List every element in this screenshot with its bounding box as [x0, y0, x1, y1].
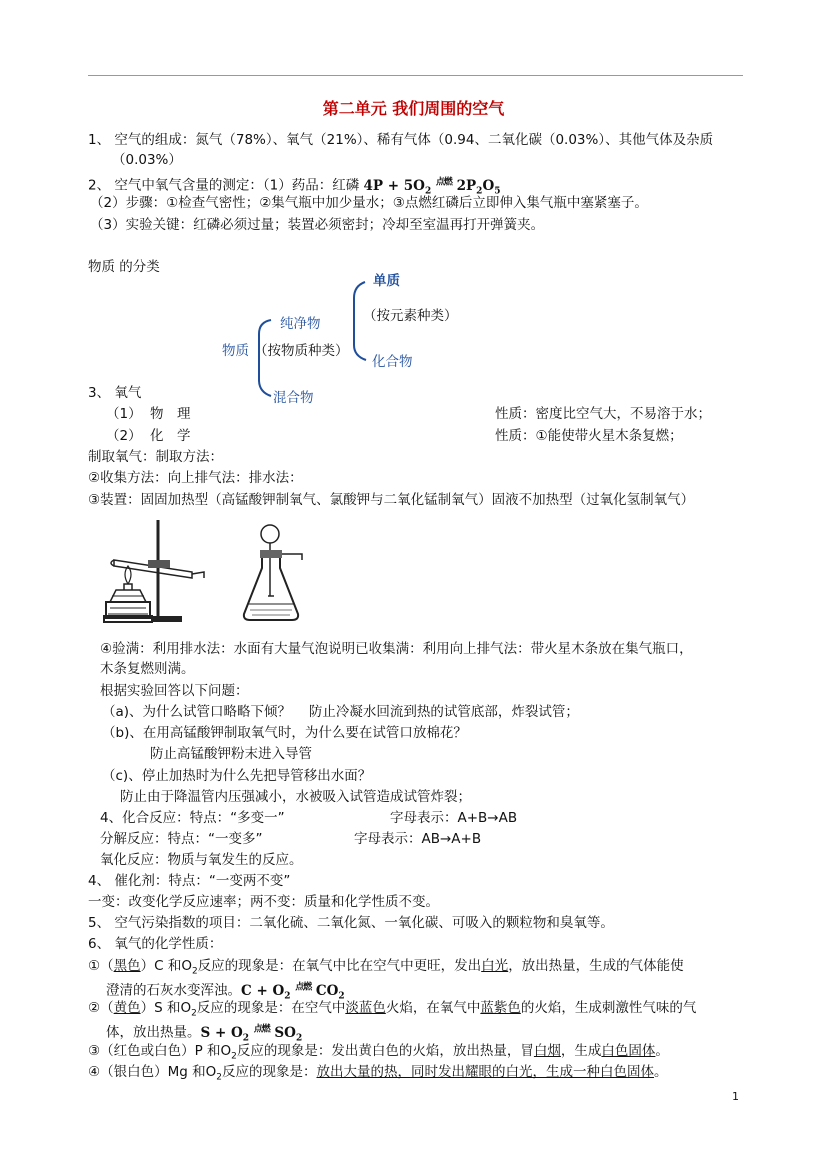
tree-by-type: （按物质种类） [254, 343, 349, 359]
tree-by-element: （按元素种类） [363, 308, 458, 324]
text-phys-prop: 性质：密度比空气大，不易溶于水； [495, 406, 711, 422]
text-answer-c: 防止由于降温管内压强减小，水被吸入试管造成试管炸裂； [120, 789, 471, 805]
text-classify-title: 物质 的分类 [88, 259, 160, 275]
text-magnesium-reaction: ④（银白色）Mg 和$O_2$反应的现象是：放出大量的热，同时发出耀眼的白光，生成一种白色固体。 [88, 1064, 668, 1083]
tree-compound: 化合物 [372, 354, 413, 370]
text-chem-props-heading: 6、 氧气的化学性质： [88, 936, 223, 952]
text-question-b: （b)、在用高锰酸钾制取氧气时，为什么要在试管口放棉花？ [102, 725, 467, 741]
text-composition-cont: （0.03%） [112, 152, 182, 168]
text-check-full: ④验满：利用排水法：水面有大量气泡说明已收集满：利用向上排气法：带火星木条放在集气瓶口， [100, 641, 693, 657]
heating-apparatus-illustration [100, 516, 210, 626]
text-phosphorus-reaction: ③（红色或白色）P 和$O_2$反应的现象是：发出黄白色的火焰，放出热量，冒白烟，生成白色固体。 [88, 1043, 669, 1062]
text-phys-no: （1） [106, 406, 142, 422]
text-sulfur-reaction-cont: 体，放出热量。$S + O_2$ $^{点燃}$ $SO_2$ [106, 1024, 303, 1044]
text-chem-no: （2） [106, 428, 142, 444]
text-chem-prop: 性质：①能使带火星木条复燃； [495, 428, 683, 444]
text-answer-b: 防止高锰酸钾粉末进入导管 [150, 746, 312, 762]
flask-apparatus-illustration [240, 516, 320, 626]
text-phys-label: 物 理 [150, 406, 191, 422]
text-catalyst-detail: 一变：改变化学反应速率；两不变：质量和化学性质不变。 [88, 894, 439, 910]
text-decomposition-formula: 字母表示：AB→A+B [354, 831, 482, 847]
page-title: 第二单元 我们周围的空气 [322, 99, 505, 118]
text-key-points: （3）实验关键：红磷必须过量；装置必须密封；冷却至室温再打开弹簧夹。 [90, 217, 545, 233]
tree-mixture: 混合物 [273, 390, 314, 406]
text-chem-label: 化 学 [150, 428, 191, 444]
text-carbon-reaction: ①（黑色）C 和$O_2$反应的现象是：在氧气中比在空气中更旺，发出白光，放出热量，生成的气体能使 [88, 958, 684, 977]
text-decomposition: 分解反应：特点：“一变多” [100, 831, 263, 847]
text-carbon-reaction-cont: 澄清的石灰水变浑浊。$C + O_2$ $^{点燃}$ $CO_2$ [106, 982, 345, 1002]
text-collection: ②收集方法：向上排气法：排水法： [88, 470, 303, 486]
equation-carbon: $C + O_2$ $^{点燃}$ $CO_2$ [241, 982, 345, 1002]
text-question-c: （c)、停止加热时为什么先把导管移出水面？ [102, 768, 372, 784]
text-combination-formula: 字母表示：A+B→AB [390, 810, 518, 826]
equation-phosphorus: $4P + 5O_2$ $^{点燃}$ $2P_2O_5$ [363, 177, 501, 197]
text-check-full-cont: 木条复燃则满。 [100, 661, 195, 677]
text-measure-prefix: 2、 空气中氧气含量的测定：（1）药品：红磷 [88, 177, 364, 194]
text-oxidation: 氧化反应：物质与氧发生的反应。 [100, 852, 303, 868]
text-apparatus: ③装置：固固加热型（高锰酸钾制氧气、氯酸钾与二氧化锰制氧气）固液不加热型（过氧化氢制氧气） [88, 492, 695, 508]
text-combination: 4、化合反应：特点：“多变一” [100, 810, 285, 826]
text-question-a: （a)、为什么试管口略略下倾？ 防止冷凝水回流到热的试管底部，炸裂试管； [102, 704, 579, 720]
tree-element: 单质 [373, 273, 400, 289]
text-catalyst: 4、 催化剂：特点：“一变两不变” [88, 873, 291, 889]
text-sulfur-reaction: ②（黄色）S 和$O_2$反应的现象是：在空气中淡蓝色火焰，在氧气中蓝紫色的火焰，生成刺激性气味的气 [88, 1000, 697, 1019]
text-composition: 1、 空气的组成：氮气（78%）、氧气（21%）、稀有气体（0.94、二氧化碳（0.03%）、其他气体及杂质 [88, 132, 714, 148]
page-number: 1 [732, 1090, 739, 1103]
equation-sulfur: $S + O_2$ $^{点燃}$ $SO_2$ [200, 1024, 303, 1044]
text-steps: （2）步骤：①检查气密性；②集气瓶中加少量水；③点燃红磷后立即伸入集气瓶中塞紧塞子。 [90, 195, 648, 211]
text-questions-intro: 根据实验回答以下问题： [100, 683, 249, 699]
tree-pure: 纯净物 [280, 316, 321, 332]
text-preparation: 制取氧气：制取方法： [88, 449, 223, 465]
text-pollution: 5、 空气污染指数的项目：二氧化硫、二氧化氮、一氧化碳、可吸入的颗粒物和臭氧等。 [88, 915, 614, 931]
text-oxygen-heading: 3、 氧气 [88, 385, 142, 401]
tree-root: 物质 [222, 343, 249, 359]
